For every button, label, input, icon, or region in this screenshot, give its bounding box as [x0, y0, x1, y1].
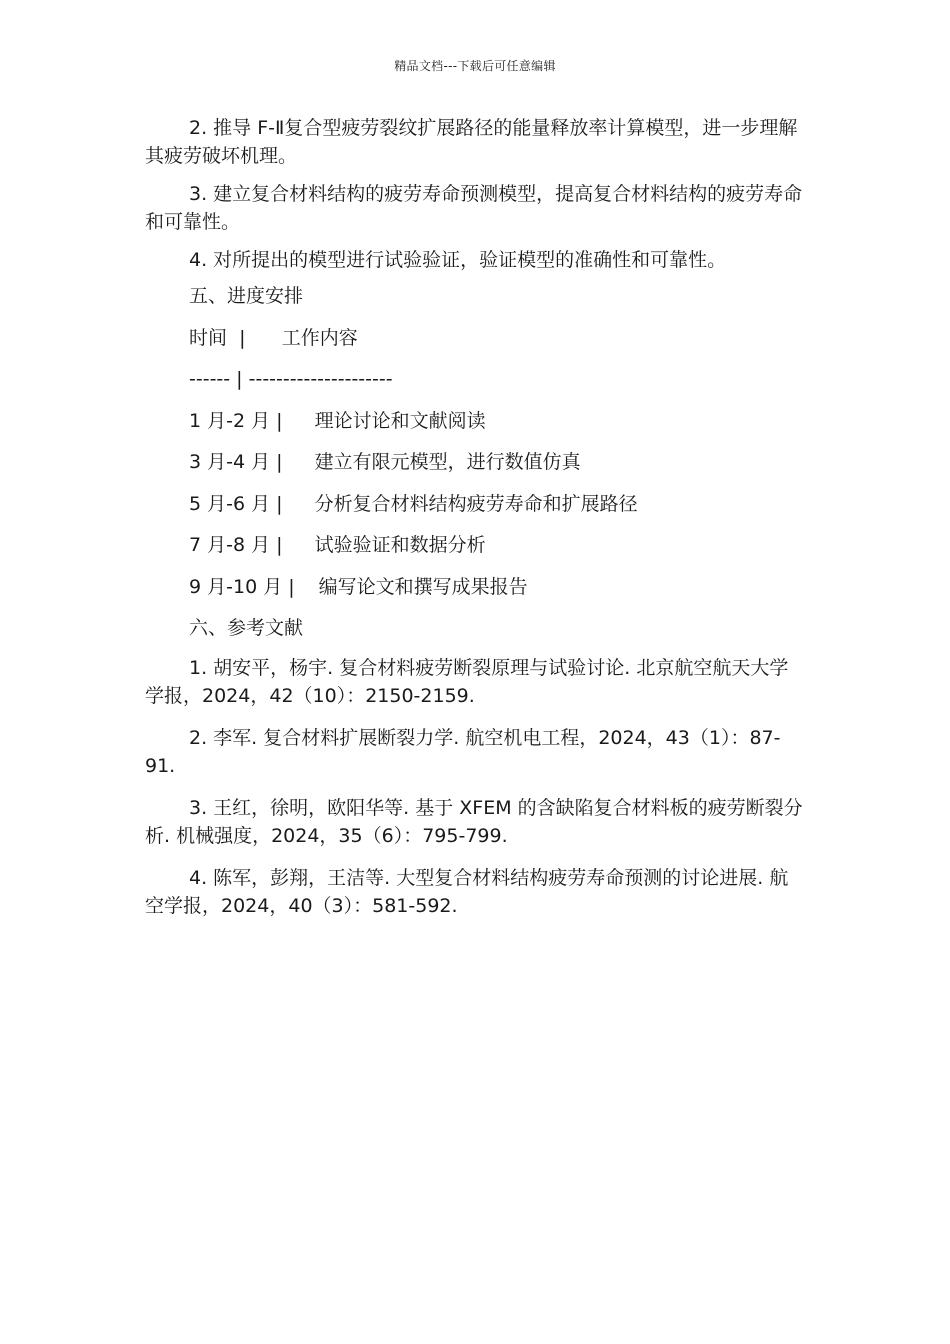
document-body	[145, 114, 805, 934]
schedule-row	[145, 571, 805, 613]
schedule-work: 分析复合材料结构疲劳寿命和扩展路径	[314, 492, 638, 515]
schedule-table-header: 时间 | 工作内容	[189, 326, 358, 349]
schedule-work: 建立有限元模型，进行数值仿真	[314, 451, 581, 473]
reference-item: 3. 王红，徐明，欧阳华等. 基于 XFEM 的含缺陷复合材料板的疲劳断裂分析. 机械强度，2024，35（6）：795-799.	[145, 796, 803, 847]
schedule-time: 9 月-10 月 |	[189, 575, 295, 598]
schedule-work: 试验验证和数据分析	[314, 534, 486, 556]
schedule-time: 7 月-8 月 |	[189, 534, 283, 556]
reference-item: 2. 李军. 复合材料扩展断裂力学. 航空机电工程，2024，43（1）：87-91.	[145, 726, 781, 777]
section-heading-references: 六、参考文献	[189, 617, 304, 639]
schedule-row	[145, 529, 805, 571]
schedule-time: 5 月-6 月 |	[189, 492, 283, 515]
page-header: 精品文档---下载后可任意编辑	[394, 59, 556, 73]
section-heading-schedule: 五、进度安排	[189, 285, 304, 307]
schedule-row	[145, 446, 805, 488]
reference-item: 4. 陈军，彭翔，王洁等. 大型复合材料结构疲劳寿命预测的讨论进展. 航空学报，2024，40（3）：581-592.	[145, 866, 789, 917]
schedule-work: 编写论文和撰写成果报告	[318, 575, 528, 598]
schedule-table-divider: ------ | ---------------------	[189, 368, 393, 390]
objective-item: 3. 建立复合材料结构的疲劳寿命预测模型，提高复合材料结构的疲劳寿命和可靠性。	[145, 183, 803, 233]
schedule-time: 1 月-2 月 |	[189, 409, 283, 432]
objective-item: 4. 对所提出的模型进行试验验证，验证模型的准确性和可靠性。	[189, 249, 727, 271]
schedule-time: 3 月-4 月 |	[189, 451, 283, 473]
reference-item: 1. 胡安平，杨宇. 复合材料疲劳断裂原理与试验讨论. 北京航空航天大学学报，2024，42（10）：2150-2159.	[145, 656, 789, 707]
reference-list	[145, 654, 805, 920]
schedule-row	[145, 405, 805, 447]
schedule-work: 理论讨论和文献阅读	[314, 409, 486, 432]
objective-item: 2. 推导 F-Ⅱ复合型疲劳裂纹扩展路径的能量释放率计算模型，进一步理解其疲劳破坏机理。	[145, 117, 798, 167]
schedule-row	[145, 488, 805, 530]
